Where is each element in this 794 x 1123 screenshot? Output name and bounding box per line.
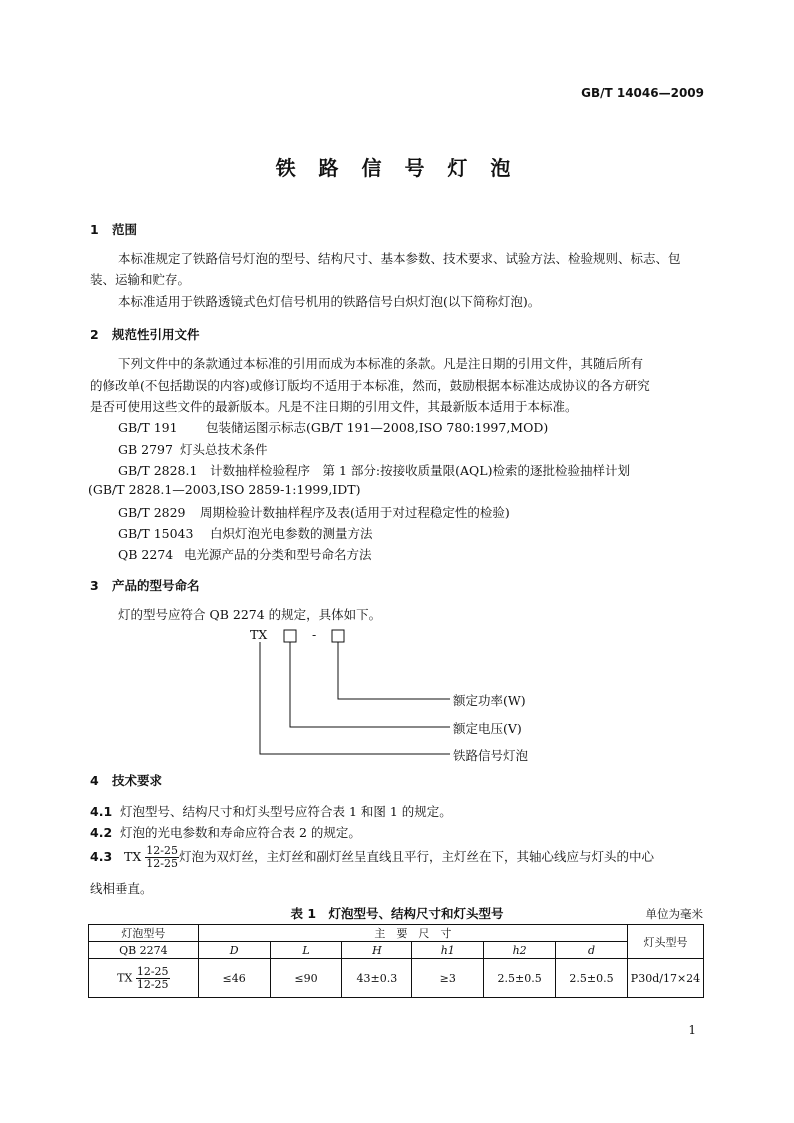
reference-title: 包装储运图示标志(GB/T 191—2008,ISO 780:1997,MOD) — [206, 420, 549, 435]
table-1 — [88, 924, 704, 998]
header-dim: H — [342, 942, 412, 959]
model-fraction — [136, 966, 170, 991]
header-dim: h2 — [484, 942, 556, 959]
s2-paragraph-b: 的修改单(不包括勘误的内容)或修订版均不适用于本标准，然而，鼓励根据本标准达成协议的各方研究 — [90, 378, 650, 393]
fraction-top: 12-25 — [146, 844, 178, 857]
reference-title: 计数抽样检验程序 第 1 部分:按接收质量限(AQL)检索的逐批检验抽样计划 — [210, 463, 630, 478]
reference-title: 白炽灯泡光电参数的测量方法 — [210, 526, 373, 541]
voltage-leader-line — [290, 642, 450, 727]
diagram-prefix: TX — [250, 627, 268, 642]
model-fraction — [145, 845, 179, 870]
cell-value: 43±0.3 — [342, 959, 412, 998]
clause-4-3 — [90, 845, 654, 870]
clause-text: 灯泡为双灯丝，主灯丝和副灯丝呈直线且平行，主灯丝在下，其轴心线应与灯头的中心 — [178, 849, 654, 864]
fraction-top: 12-25 — [136, 964, 169, 978]
reference-code: GB/T 191 — [118, 420, 178, 435]
section-3-heading — [90, 576, 200, 594]
page-number: 1 — [688, 1023, 696, 1037]
section-title: 规范性引用文件 — [112, 327, 200, 342]
header-model-standard: QB 2274 — [89, 942, 199, 959]
cell-model — [89, 959, 199, 998]
reference-item — [118, 440, 268, 458]
reference-code: QB 2274 — [118, 547, 174, 562]
section-number: 1 — [90, 222, 99, 237]
header-dim: d — [556, 942, 628, 959]
reference-item-continued — [88, 482, 360, 497]
voltage-placeholder-box — [284, 630, 296, 642]
header-dim: h1 — [412, 942, 484, 959]
table-1-title: 表 1 灯泡型号、结构尺寸和灯头型号 — [290, 906, 504, 921]
cell-value: 2.5±0.5 — [556, 959, 628, 998]
label-rated-voltage: 额定电压(V) — [453, 721, 522, 736]
reference-title: (GB/T 2828.1—2003,ISO 2859-1:1999,IDT) — [88, 482, 361, 497]
reference-code: GB 2797 — [118, 442, 173, 457]
section-4-heading — [90, 771, 162, 789]
section-title: 技术要求 — [112, 773, 163, 788]
section-number: 2 — [90, 327, 99, 342]
header-base-type: 灯头型号 — [627, 925, 703, 959]
clause-number: 4.1 — [90, 804, 113, 819]
fraction-bottom: 12-25 — [136, 977, 169, 991]
header-model: 灯泡型号 — [89, 925, 199, 942]
clause-number: 4.3 — [90, 849, 113, 864]
s2-paragraph-c: 是否可使用这些文件的最新版本。凡是不注日期的引用文件，其最新版本适用于本标准。 — [90, 399, 578, 414]
reference-title: 电光源产品的分类和型号命名方法 — [184, 547, 372, 562]
reference-code: GB/T 2828.1 — [118, 463, 198, 478]
table-row — [89, 959, 704, 998]
model-naming-diagram — [250, 620, 460, 770]
clause-4-2 — [90, 823, 361, 841]
s1-paragraph-2: 本标准适用于铁路透镜式色灯信号机用的铁路信号白炽灯泡(以下简称灯泡)。 — [118, 294, 541, 309]
reference-item — [118, 503, 510, 521]
clause-text: 灯泡型号、结构尺寸和灯头型号应符合表 1 和图 1 的规定。 — [120, 804, 452, 819]
label-railway-bulb: 铁路信号灯泡 — [453, 748, 529, 763]
section-1-heading — [90, 220, 137, 238]
cell-value: ≥3 — [412, 959, 484, 998]
header-dim: L — [270, 942, 342, 959]
clause-text: 灯泡的光电参数和寿命应符合表 2 的规定。 — [120, 825, 361, 840]
cell-value: 2.5±0.5 — [484, 959, 556, 998]
power-leader-line — [338, 642, 450, 699]
power-placeholder-box — [332, 630, 344, 642]
reference-item — [118, 545, 372, 563]
table-unit: 单位为毫米 — [645, 907, 703, 921]
clause-4-3-continued: 线相垂直。 — [90, 881, 153, 896]
cell-value: ≤90 — [270, 959, 342, 998]
section-number: 3 — [90, 578, 99, 593]
header-main-dimensions: 主 要 尺 寸 — [198, 925, 627, 942]
section-2-heading — [90, 325, 200, 343]
label-rated-power: 额定功率(W) — [453, 693, 526, 708]
standard-code: GB/T 14046—2009 — [581, 86, 704, 100]
s1-paragraph-1b: 装、运输和贮存。 — [90, 272, 191, 287]
section-number: 4 — [90, 773, 99, 788]
header-dim: D — [198, 942, 270, 959]
reference-item — [118, 418, 548, 436]
reference-title: 周期检验计数抽样程序及表(适用于对过程稳定性的检验) — [200, 505, 510, 520]
clause-number: 4.2 — [90, 825, 113, 840]
bulb-leader-line — [260, 642, 450, 754]
section-title: 产品的型号命名 — [112, 578, 200, 593]
fraction-bottom: 12-25 — [146, 857, 178, 870]
reference-code: GB/T 15043 — [118, 526, 194, 541]
section-title: 范围 — [112, 222, 138, 237]
s1-paragraph-1a: 本标准规定了铁路信号灯泡的型号、结构尺寸、基本参数、技术要求、试验方法、检验规则、标志、包 — [118, 251, 681, 266]
reference-item — [118, 524, 373, 542]
cell-value: ≤46 — [198, 959, 270, 998]
model-prefix: TX — [117, 971, 133, 984]
cell-base: P30d/17×24 — [627, 959, 703, 998]
reference-code: GB/T 2829 — [118, 505, 186, 520]
diagram-dash: - — [312, 627, 317, 642]
reference-item — [118, 461, 630, 479]
reference-title: 灯头总技术条件 — [180, 442, 268, 457]
s2-paragraph-a: 下列文件中的条款通过本标准的引用而成为本标准的条款。凡是注日期的引用文件，其随后所有 — [118, 356, 644, 371]
s3-paragraph: 灯的型号应符合 QB 2274 的规定，具体如下。 — [118, 607, 382, 622]
clause-4-1 — [90, 802, 452, 820]
model-prefix: TX — [124, 849, 142, 864]
page-title: 铁 路 信 号 灯 泡 — [275, 156, 519, 180]
